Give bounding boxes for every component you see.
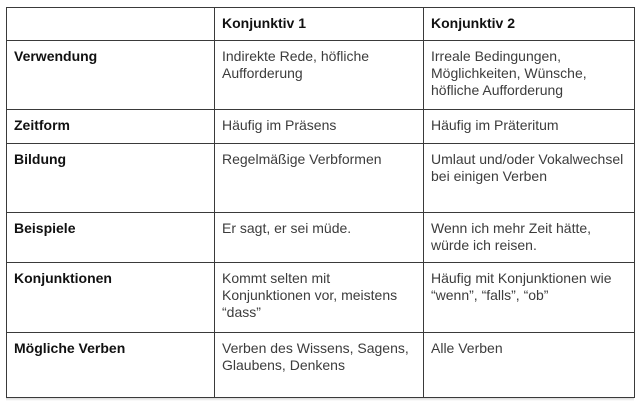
cell-konjunktiv-2: Alle Verben — [424, 333, 635, 398]
cell-konjunktiv-1: Kommt selten mit Konjunktionen vor, meistens “dass” — [215, 263, 424, 333]
cell-konjunktiv-2: Häufig im Präteritum — [424, 110, 635, 144]
table-row-verwendung — [7, 41, 635, 110]
table-row-zeitform — [7, 110, 635, 144]
table-row-moegliche-verben — [7, 333, 635, 398]
header-empty-cell — [7, 8, 215, 41]
cell-konjunktiv-1: Er sagt, er sei müde. — [215, 213, 424, 263]
table-bottom-shadow — [6, 398, 634, 401]
row-label: Verwendung — [7, 41, 215, 110]
cell-konjunktiv-1: Regelmäßige Verbformen — [215, 144, 424, 213]
row-label: Mögliche Verben — [7, 333, 215, 398]
konjunktiv-comparison-table — [6, 7, 635, 398]
row-label: Beispiele — [7, 213, 215, 263]
cell-konjunktiv-1: Indirekte Rede, höfliche Aufforderung — [215, 41, 424, 110]
cell-konjunktiv-2: Irreale Bedingungen, Möglichkeiten, Wünsche, höfliche Aufforderung — [424, 41, 635, 110]
row-label: Bildung — [7, 144, 215, 213]
row-label: Konjunktionen — [7, 263, 215, 333]
row-label: Zeitform — [7, 110, 215, 144]
cell-konjunktiv-2: Häufig mit Konjunktionen wie “wenn”, “falls”, “ob” — [424, 263, 635, 333]
cell-konjunktiv-2: Umlaut und/oder Vokalwechsel bei einigen Verben — [424, 144, 635, 213]
cell-konjunktiv-2: Wenn ich mehr Zeit hätte, würde ich reisen. — [424, 213, 635, 263]
table-row-bildung — [7, 144, 635, 213]
header-row — [7, 8, 635, 41]
header-konjunktiv-2: Konjunktiv 2 — [424, 8, 635, 41]
header-konjunktiv-1: Konjunktiv 1 — [215, 8, 424, 41]
cell-konjunktiv-1: Verben des Wissens, Sagens, Glaubens, Denkens — [215, 333, 424, 398]
comparison-table-container — [6, 7, 634, 398]
cell-konjunktiv-1: Häufig im Präsens — [215, 110, 424, 144]
table-row-beispiele — [7, 213, 635, 263]
table-row-konjunktionen — [7, 263, 635, 333]
